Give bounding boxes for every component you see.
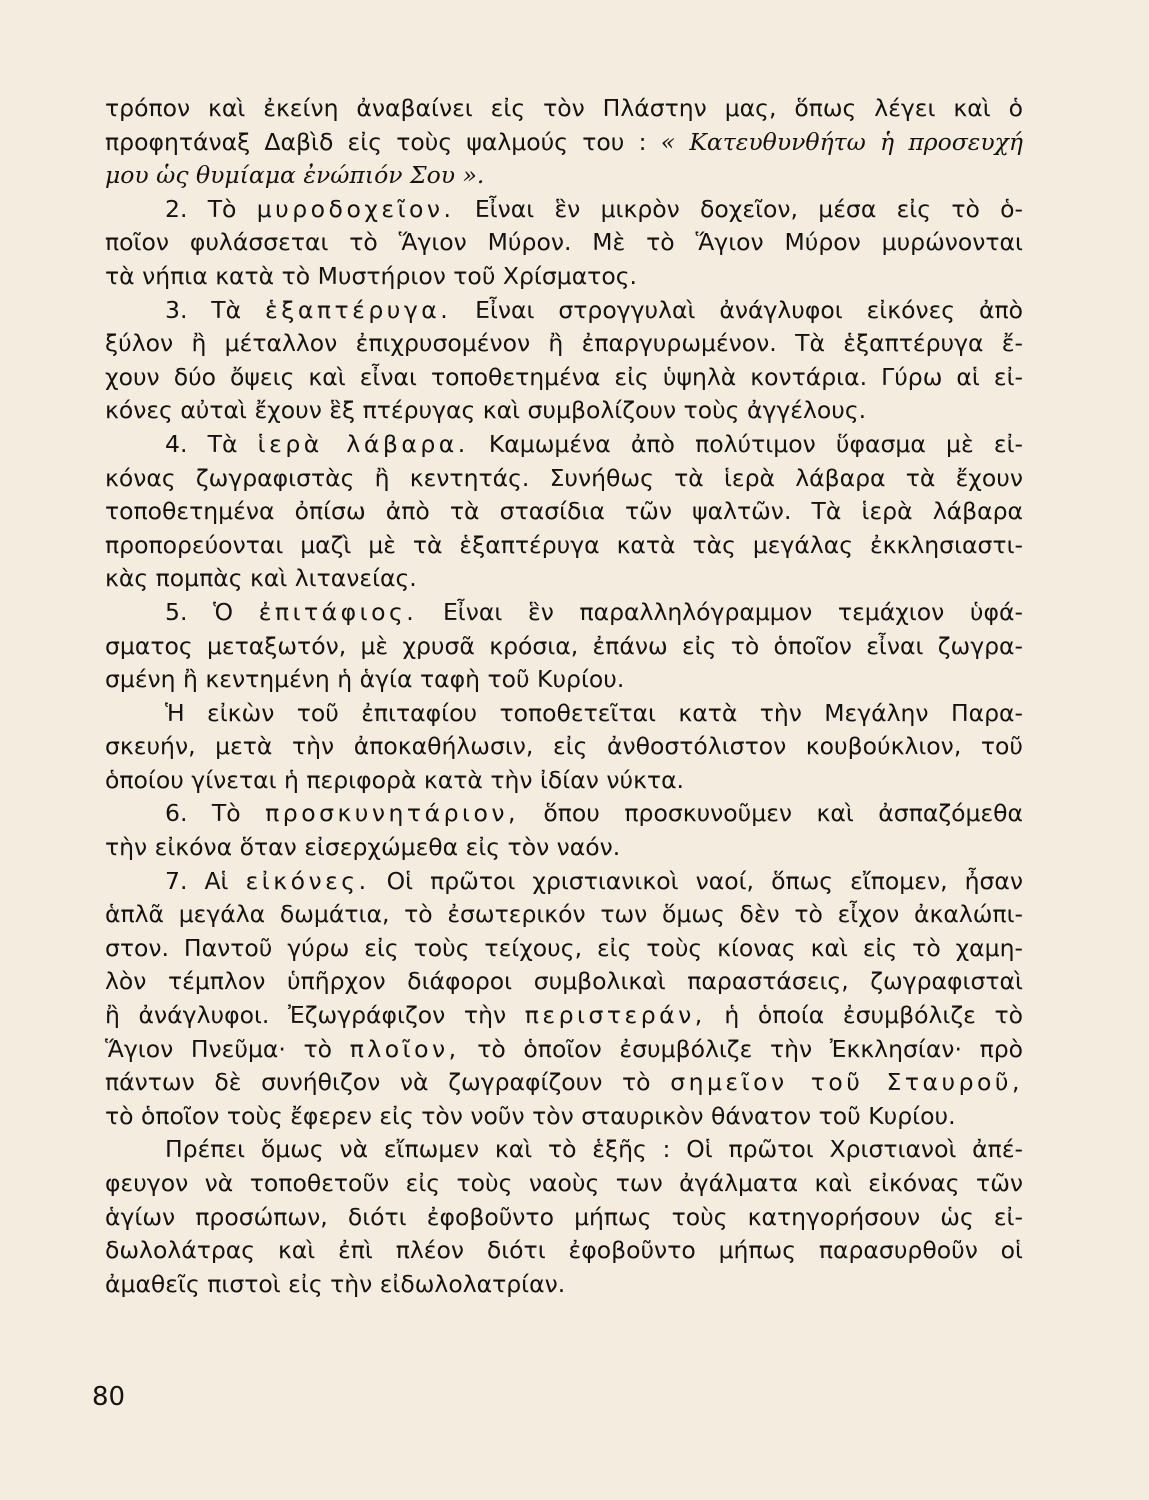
text-line (105, 965, 1023, 999)
text-run: ὁποίου γίνεται ἡ περιφορὰ κατὰ τὴν ἰδίαν νύκτα. (105, 765, 685, 794)
text-line (105, 1033, 1023, 1067)
text-line (105, 1268, 1023, 1302)
text-line (105, 831, 1023, 865)
text-line (105, 1201, 1023, 1235)
text-run: λὸν τέμπλον ὑπῆρχον διάφοροι συμβολικαὶ παραστάσεις, ζωγραφισταὶ (105, 967, 1023, 996)
text-run: κόνας ζωγραφιστὰς ἢ κεντητάς. Συνήθως τὰ ἱερὰ λάβαρα τὰ ἔχουν (105, 463, 1023, 492)
emphasized-term: σημεῖον τοῦ Σταυροῦ, (670, 1068, 1023, 1097)
text-run: Ἡ εἰκὼν τοῦ ἐπιταφίου τοποθετεῖται κατὰ τὴν Μεγάλην Παρα- (165, 698, 1023, 727)
text-run: Οἱ πρῶτοι χριστιανικοὶ ναοί, ὅπως εἴπομεν, ἦσαν (369, 866, 1024, 895)
text-run: ποῖον φυλάσσεται τὸ Ἅγιον Μύρον. Μὲ τὸ Ἅγιον Μύρον μυρώνονται (105, 228, 1023, 257)
emphasized-term: μυροδοχεῖον. (256, 194, 455, 223)
text-run: σκευήν, μετὰ τὴν ἀποκαθήλωσιν, εἰς ἀνθοστόλιστον κουβούκλιον, τοῦ (105, 732, 1023, 761)
text-run: προπορεύονται μαζὶ μὲ τὰ ἑξαπτέρυγα κατὰ τὰς μεγάλας ἐκκλησιαστι- (105, 530, 1023, 559)
text-run: Πρέπει ὅμως νὰ εἴπωμεν καὶ τὸ ἑξῆς : Οἱ πρῶτοι Χριστιανοὶ ἀπέ- (165, 1135, 1023, 1164)
text-run: ἀμαθεῖς πιστοὶ εἰς τὴν εἰδωλολατρίαν. (105, 1269, 566, 1298)
text-line (105, 630, 1023, 664)
emphasized-term: προσκυνητάριον, (265, 799, 519, 828)
text-line (105, 495, 1023, 529)
text-run: τὰ νήπια κατὰ τὸ Μυστήριον τοῦ Χρίσματος. (105, 261, 637, 290)
text-line (105, 294, 1023, 328)
text-run: ἡ ὁποία ἐσυμβόλιζε τὸ (705, 1001, 1023, 1030)
text-line (105, 596, 1023, 630)
emphasized-term: εἰκόνες. (245, 866, 370, 895)
text-line (105, 1133, 1023, 1167)
text-run: φευγον νὰ τοποθετοῦν εἰς τοὺς ναοὺς των ἀγάλματα καὶ εἰκόνας τῶν (105, 1169, 1023, 1197)
text-line (105, 529, 1023, 563)
text-line (105, 797, 1023, 831)
quotation: « Κατευθυνθήτω ἡ προσευχή (660, 127, 1024, 156)
emphasized-term: ἐπιτάφιος. (258, 597, 418, 626)
text-line (105, 159, 1023, 193)
text-line (105, 663, 1023, 697)
page-number: 80 (92, 1382, 126, 1412)
quotation: μου ὡς θυμίαμα ἐνώπιόν Σου ». (105, 161, 485, 190)
text-run: τοποθετημένα ὀπίσω ἀπὸ τὰ στασίδια τῶν ψαλτῶν. Τὰ ἱερὰ λάβαρα (105, 497, 1023, 526)
text-line (105, 126, 1023, 160)
text-run: ἢ ἀνάγλυφοι. Ἐζωγράφιζον τὴν (105, 1001, 525, 1030)
text-run: Ἅγιον Πνεῦμα· τὸ (105, 1034, 350, 1063)
text-run: Εἶναι ἓν παραλληλόγραμμον τεμάχιον ὑφά- (417, 597, 1023, 626)
emphasized-term: ἑξαπτέρυγα. (265, 295, 452, 324)
text-run: ἁπλᾶ μεγάλα δωμάτια, τὸ ἐσωτερικόν των ὅμως δὲν τὸ εἶχον ἀκαλώπι- (105, 900, 1023, 929)
text-line (105, 697, 1023, 731)
text-line (105, 562, 1023, 596)
body-text (105, 92, 1023, 1301)
text-line (105, 193, 1023, 227)
text-run: 2. Τὸ (165, 194, 257, 223)
text-run: 3. Τὰ (165, 295, 266, 324)
text-line (105, 932, 1023, 966)
text-run: τὸ ὁποῖον τοὺς ἔφερεν εἰς τὸν νοῦν τὸν σταυρικὸν θάνατον τοῦ Κυρίου. (105, 1101, 956, 1130)
text-line (105, 764, 1023, 798)
text-run: δωλολάτρας καὶ ἐπὶ πλέον διότι ἐφοβοῦντο μήπως παρασυρθοῦν οἱ (105, 1236, 1023, 1265)
text-line (105, 730, 1023, 764)
text-run: πάντων δὲ συνήθιζον νὰ ζωγραφίζουν τὸ (105, 1068, 671, 1097)
text-line (105, 1066, 1023, 1100)
text-line (105, 1234, 1023, 1268)
text-run: 5. Ὁ (165, 597, 259, 626)
text-line (105, 428, 1023, 462)
text-run: ἁγίων προσώπων, διότι ἐφοβοῦντο μήπως τοὺς κατηγορήσουν ὡς εἰ- (105, 1202, 1023, 1231)
text-line (105, 1167, 1023, 1201)
text-line (105, 462, 1023, 496)
text-run: στον. Παντοῦ γύρω εἰς τοὺς τείχους, εἰς τοὺς κίονας καὶ εἰς τὸ χαμη- (105, 933, 1023, 962)
text-run: 6. Τὸ (165, 799, 266, 828)
text-run: ξύλον ἢ μέταλλον ἐπιχρυσομένον ἢ ἐπαργυρωμένον. Τὰ ἑξαπτέρυγα ἔ- (105, 329, 1023, 358)
text-line (105, 92, 1023, 126)
text-run: 7. Αἱ (165, 866, 246, 895)
text-line (105, 260, 1023, 294)
text-run: 4. Τὰ (165, 429, 258, 458)
text-run: κόνες αὐταὶ ἔχουν ἓξ πτέρυγας καὶ συμβολίζουν τοὺς ἀγγέλους. (105, 396, 867, 425)
text-run: σμένη ἢ κεντημένη ἡ ἁγία ταφὴ τοῦ Κυρίου. (105, 665, 625, 694)
text-run: τὸ ὁποῖον ἐσυμβόλιζε τὴν Ἐκκλησίαν· πρὸ (459, 1034, 1024, 1063)
text-line (105, 1100, 1023, 1134)
text-run: Καμωμένα ἀπὸ πολύτιμον ὕφασμα μὲ εἰ- (468, 429, 1023, 458)
text-run: σματος μεταξωτόν, μὲ χρυσᾶ κρόσια, ἐπάνω εἰς τὸ ὁποῖον εἶναι ζωγρα- (105, 631, 1023, 660)
text-line (105, 898, 1023, 932)
text-run: τὴν εἰκόνα ὅταν εἰσερχώμεθα εἰς τὸν ναόν. (105, 833, 621, 862)
text-run: χουν δύο ὄψεις καὶ εἶναι τοποθετημένα εἰς ὑψηλὰ κοντάρια. Γύρω αἱ εἰ- (105, 362, 1023, 391)
text-line (105, 394, 1023, 428)
emphasized-term: πλοῖον, (349, 1034, 460, 1063)
text-run: Εἶναι στρογγυλαὶ ἀνάγλυφοι εἰκόνες ἀπὸ (451, 295, 1023, 324)
text-line (105, 999, 1023, 1033)
text-line (105, 226, 1023, 260)
emphasized-term: περιστεράν, (524, 1001, 706, 1030)
text-line (105, 361, 1023, 395)
text-run: Εἶναι ἓν μικρὸν δοχεῖον, μέσα εἰς τὸ ὁ- (454, 194, 1023, 223)
text-run: ὅπου προσκυνοῦμεν καὶ ἀσπαζόμεθα (518, 799, 1024, 828)
emphasized-term: ἱερὰ λάβαρα. (257, 429, 469, 458)
text-run: κὰς πομπὰς καὶ λιτανείας. (105, 564, 417, 593)
text-run: τρόπον καὶ ἐκείνη ἀναβαίνει εἰς τὸν Πλάστην μας, ὅπως λέγει καὶ ὁ (105, 94, 1023, 122)
text-line (105, 327, 1023, 361)
text-run: προφητάναξ Δαβὶδ εἰς τοὺς ψαλμούς του : (105, 127, 661, 156)
text-line (105, 865, 1023, 899)
